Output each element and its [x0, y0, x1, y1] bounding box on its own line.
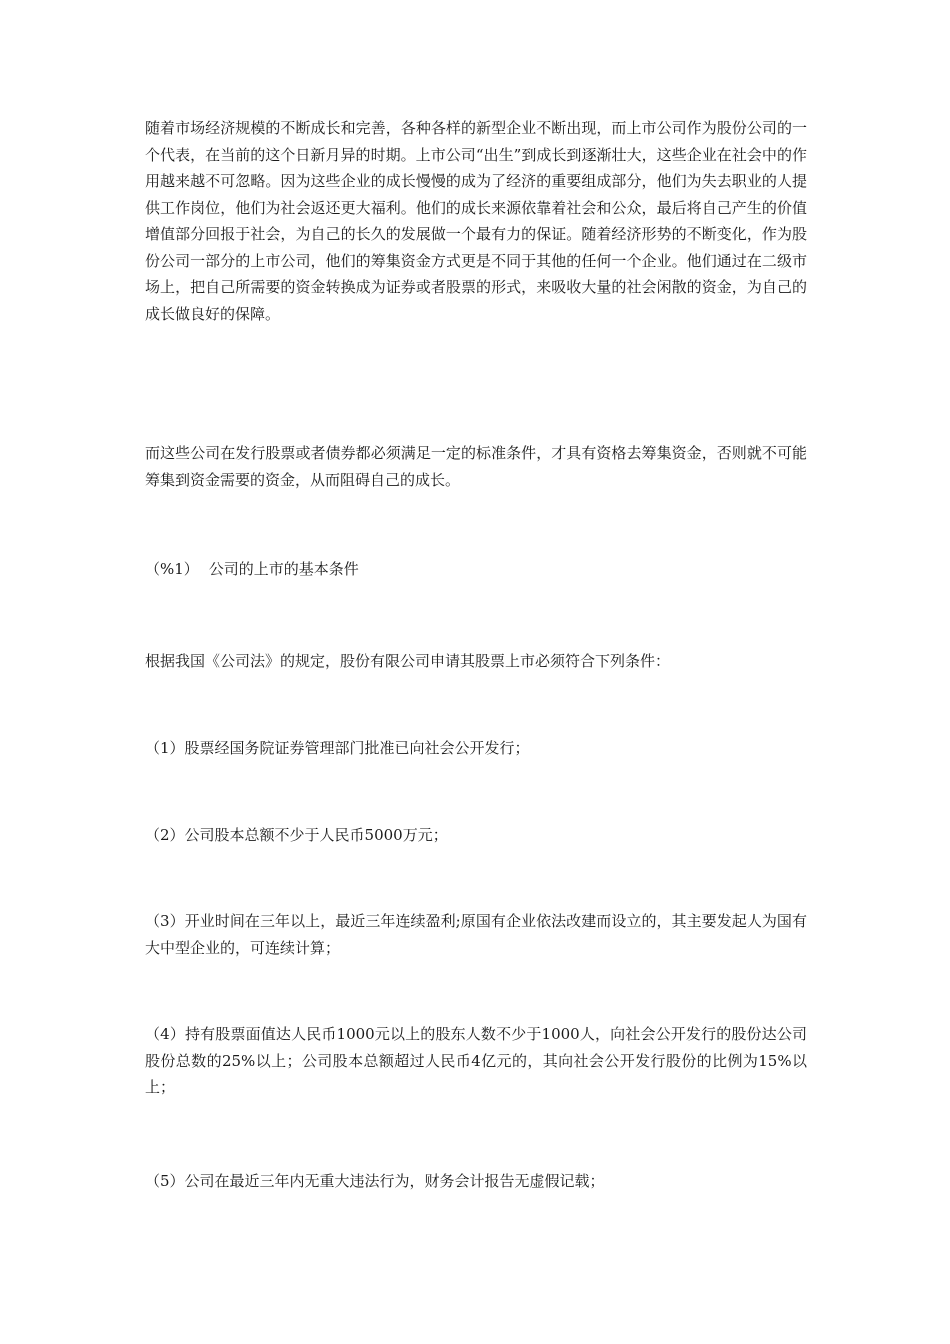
condition-item-5: （5）公司在最近三年内无重大违法行为，财务会计报告无虚假记载；	[145, 1172, 605, 1190]
condition-item-2: （2）公司股本总额不少于人民币5000万元；	[145, 826, 448, 844]
condition-item-4: （4）持有股票面值达人民币1000元以上的股东人数不少于1000人，向社会公开发行的股份达公司股份总数的25%以上；公司股本总额超过人民币4亿元的，其向社会公开发行股份的比例为15%以上；	[145, 1025, 807, 1096]
section-heading	[145, 556, 807, 583]
intro-paragraph: 随着市场经济规模的不断成长和完善，各种各样的新型企业不断出现，而上市公司作为股份公司的一个代表，在当前的这个日新月异的时期。上市公司“出生”到成长到逐渐壮大，这些企业在社会中的作用越来越不可忽略。因为这些企业的成长慢慢的成为了经济的重要组成部分，他们为失去职业的人提供工作岗位，他们为社会返还更大福利。他们的成长来源依靠着社会和公众，最后将自己产生的价值增值部分回报于社会，为自己的长久的发展做一个最有力的保证。随着经济形势的不断变化，作为股份公司一部分的上市公司，他们的筹集资金方式更是不同于其他的任何一个企业。他们通过在二级市场上，把自己所需要的资金转换成为证券或者股票的形式，来吸收大量的社会闲散的资金，为自己的成长做良好的保障。	[145, 119, 807, 323]
section-heading-text: 公司的上市的基本条件	[208, 560, 359, 578]
condition-item-3: （3）开业时间在三年以上，最近三年连续盈利;原国有企业依法改建而设立的，其主要发起人为国有大中型企业的，可连续计算；	[145, 912, 807, 957]
standards-paragraph: 而这些公司在发行股票或者债券都必须满足一定的标准条件，才具有资格去筹集资金，否则就不可能筹集到资金需要的资金，从而阻碍自己的成长。	[145, 444, 807, 489]
condition-item-1: （1）股票经国务院证券管理部门批准已向社会公开发行；	[145, 739, 530, 757]
law-intro-paragraph: 根据我国《公司法》的规定，股份有限公司申请其股票上市必须符合下列条件：	[145, 652, 671, 670]
section-heading-number: （%1）	[145, 560, 199, 578]
